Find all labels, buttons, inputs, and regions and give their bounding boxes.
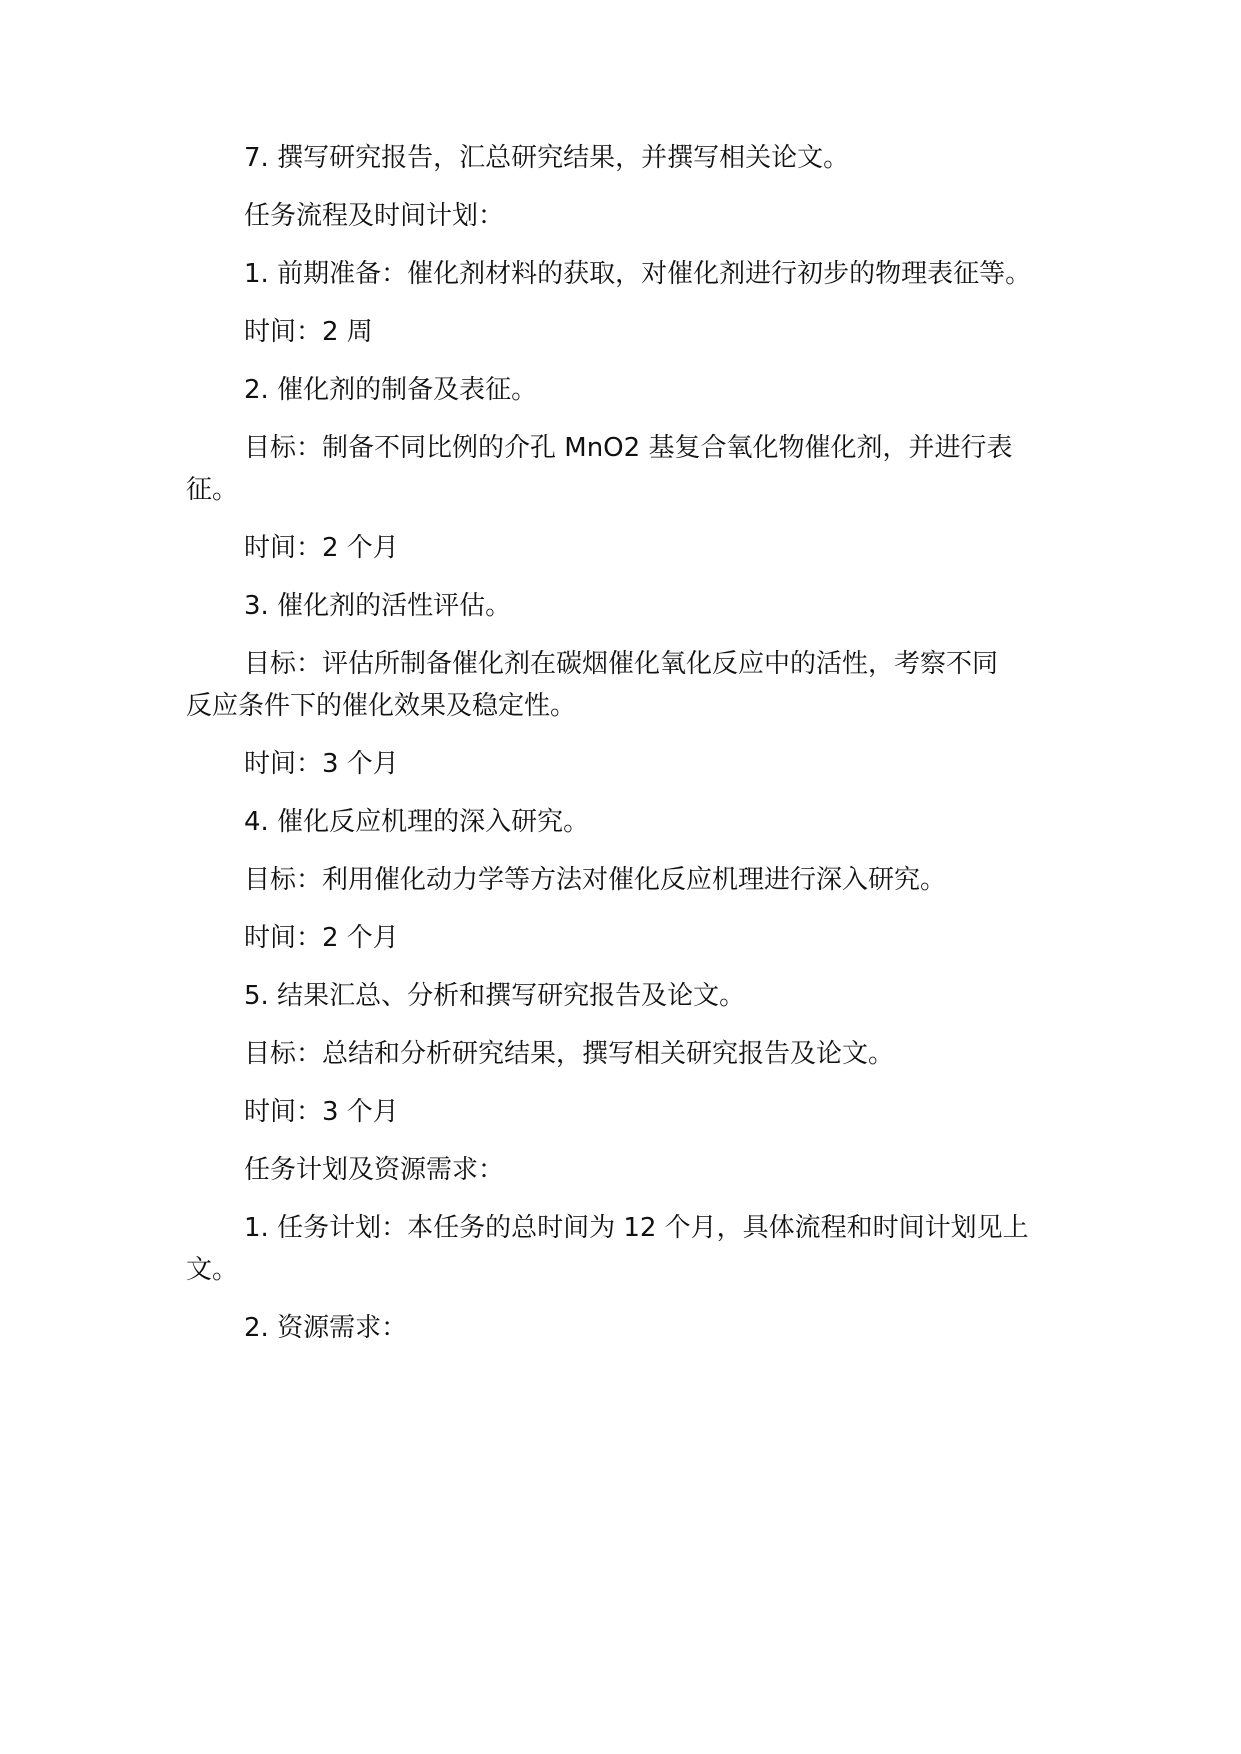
phase-2-text: 2. 催化剂的制备及表征。 (244, 375, 538, 405)
task-plan-text: 1. 任务计划：本任务的总时间为 12 个月，具体流程和时间计划见上 (244, 1213, 1029, 1243)
phase-2-goal-cont: 征。 (186, 475, 239, 505)
phase-4-time: 时间：2 个月 (244, 923, 399, 953)
resource-heading: 任务计划及资源需求： (244, 1155, 505, 1185)
phase-2-time: 时间：2 个月 (244, 533, 399, 563)
phase-3-goal: 目标：评估所制备催化剂在碳烟催化氧化反应中的活性，考察不同 (244, 649, 999, 679)
phase-5-goal: 目标：总结和分析研究结果，撰写相关研究报告及论文。 (244, 1039, 895, 1069)
phase-3-goal-cont: 反应条件下的催化效果及稳定性。 (186, 691, 577, 721)
step-7-text: 7. 撰写研究报告，汇总研究结果，并撰写相关论文。 (244, 143, 850, 173)
phase-5-text: 5. 结果汇总、分析和撰写研究报告及论文。 (244, 981, 746, 1011)
phase-4-goal: 目标：利用催化动力学等方法对催化反应机理进行深入研究。 (244, 865, 947, 895)
phase-3-text: 3. 催化剂的活性评估。 (244, 591, 512, 621)
workflow-heading: 任务流程及时间计划： (244, 201, 505, 231)
phase-1-text: 1. 前期准备：催化剂材料的获取，对催化剂进行初步的物理表征等。 (244, 259, 1032, 289)
resource-needs-text: 2. 资源需求： (244, 1313, 408, 1343)
phase-4-text: 4. 催化反应机理的深入研究。 (244, 807, 590, 837)
phase-3-time: 时间：3 个月 (244, 749, 399, 779)
phase-5-time: 时间：3 个月 (244, 1097, 399, 1127)
phase-2-goal: 目标：制备不同比例的介孔 MnO2 基复合氧化物催化剂，并进行表 (244, 433, 1013, 463)
task-plan-text-cont: 文。 (186, 1255, 239, 1285)
phase-1-time: 时间：2 周 (244, 317, 373, 347)
